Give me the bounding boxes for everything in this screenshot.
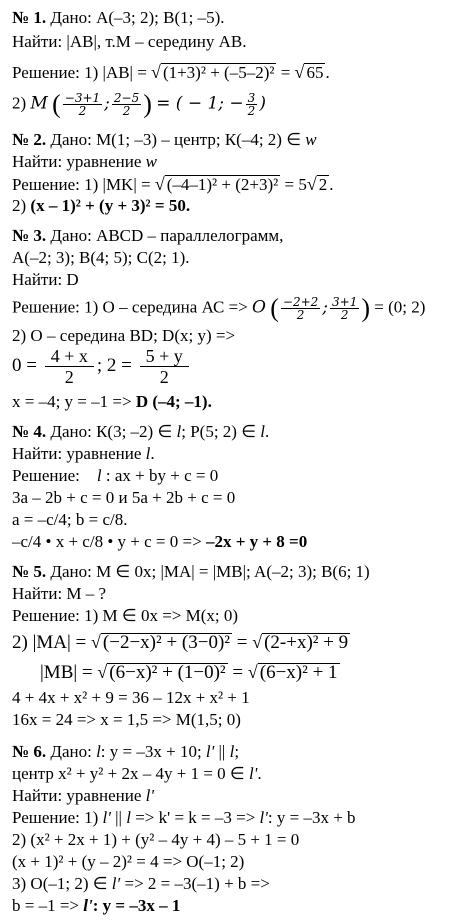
line-l-prime: l' [102, 808, 111, 827]
sqrt-sign: √ [247, 662, 258, 682]
problem-2-given: М(1; –3) – центр; К(–4; 2) ∈ [96, 130, 306, 149]
problem-3-equations [12, 346, 192, 387]
paren-open: ( [270, 293, 279, 323]
problem-2-header [12, 130, 317, 150]
line-l: l [96, 742, 101, 761]
given-label: Дано: [50, 226, 92, 245]
result-text: x = –4; y = –1 => [12, 392, 136, 411]
radicand-result: (2-+x)² + 9 [264, 632, 349, 653]
solution-text: Решение: 1) [12, 808, 103, 827]
problem-5-solution-3 [40, 662, 340, 683]
line-l-prime: l' [248, 764, 258, 783]
problem-3-given: ABCD – параллелограмм, [96, 226, 284, 245]
equation-lhs: 0 = [12, 354, 42, 376]
line-l: l [145, 444, 151, 463]
fraction: $\frac{4 + x}{2}$ [45, 346, 94, 387]
problem-6-header [12, 742, 239, 762]
fraction: $\frac{2-5}{2}$ [113, 91, 140, 118]
fraction: $\frac{-2+2}{2}$ [282, 295, 319, 322]
solution-label: Решение: [12, 466, 80, 485]
line-l: l [229, 742, 235, 761]
problem-5-find: Найти: М – ? [12, 584, 107, 603]
line-l-prime: l' [205, 742, 215, 761]
equals: = 5 [280, 175, 307, 194]
equals: = [231, 632, 253, 653]
answer: : y = –3x – 1 [92, 896, 181, 915]
point-m: M [30, 93, 48, 114]
problem-5-number: № 5. [12, 562, 47, 581]
solution-text: 2) [12, 93, 31, 113]
problem-6-number: № 6. [12, 742, 47, 761]
result-text: = (0; 2) [370, 297, 426, 317]
equation-mid: ; 2 = [96, 354, 137, 376]
radicand-result: 2 [318, 175, 328, 194]
solution-text: b = –1 => [12, 896, 84, 915]
paren-open: ( [52, 89, 61, 119]
problem-6-solution-5 [12, 896, 180, 916]
fraction: $\frac{-3+1}{2}$ [64, 91, 101, 118]
parallel-sign: || [214, 742, 230, 761]
problem-6-solution-2: 2) (x² + 2x + 1) + (y² – 4y + 4) – 5 + 1 = 0 [12, 830, 300, 849]
sqrt-sign: √ [294, 62, 305, 82]
fraction: $\frac{3+1}{2}$ [332, 295, 358, 322]
given-label: Дано: [50, 130, 92, 149]
find-text: Найти: уравнение [12, 786, 146, 805]
problem-5-solution-1: Решение: 1) M ∈ 0x => M(x; 0) [12, 606, 239, 625]
paren-close: ) [259, 93, 266, 114]
answer: D (–4; –1). [135, 392, 212, 411]
problem-5-eq-1: 4 + 4x + x² + 9 = 36 – 12x + x² + 1 [12, 688, 250, 707]
problem-2-find [12, 152, 157, 172]
sqrt-sign: √ [306, 174, 317, 194]
radicand: (1+3)² + (–5–2)² [162, 63, 275, 82]
center-text: центр x² + y² + 2x – 4y + 1 = 0 ∈ [12, 764, 249, 783]
problem-3-solution-2: 2) О – середина BD; D(x; y) => [12, 326, 236, 345]
problem-4-header [12, 422, 269, 442]
problem-1-number: № 1. [12, 8, 47, 27]
problem-3-number: № 3. [12, 226, 47, 245]
solution-text: => k' = k = –3 => [130, 808, 260, 827]
problem-6-center [12, 764, 262, 784]
fraction: $\frac{5 + y}{2}$ [140, 346, 189, 387]
problem-3-header [12, 226, 283, 246]
dot: ; [234, 742, 240, 761]
problem-1-given: А(–3; 2); В(1; –5). [96, 8, 225, 27]
given-text: К(3; –2) ∈ [96, 422, 177, 441]
problem-4-find [12, 444, 155, 464]
sqrt-sign: √ [91, 632, 101, 652]
problem-2-solution-2 [12, 196, 190, 216]
problem-5-eq-2: 16x = 24 => x = 1,5 => M(1,5; 0) [12, 710, 241, 729]
dot: . [150, 444, 155, 463]
problem-3-solution-1 [12, 293, 426, 323]
problem-2-solution-1 [12, 174, 333, 195]
problem-1-solution-1 [12, 62, 330, 83]
line-l-prime: l' [145, 786, 154, 805]
dot: . [257, 764, 262, 783]
sqrt-sign: √ [154, 174, 165, 194]
problem-3-find: Найти: D [12, 270, 79, 289]
problem-6-find [12, 786, 154, 806]
find-text: Найти: уравнение [12, 444, 146, 463]
radicand: (−2−x)² + (3−0)² [102, 632, 230, 653]
given-text: : y = –3x + 10; [100, 742, 206, 761]
solution-text: 2) |MA| = [12, 632, 92, 653]
line-l-prime: l' [83, 896, 93, 915]
line-l: l [176, 422, 182, 441]
line-l: l [96, 466, 102, 485]
problem-1-solution-2 [12, 89, 266, 119]
equation-text: –c/4 • x + c/8 • y + c = 0 => [12, 532, 206, 551]
radicand-result: 65 [306, 63, 324, 82]
given-label: Дано: [50, 422, 92, 441]
problem-4-solution [12, 466, 218, 486]
solution-text: |MB| = [40, 662, 98, 683]
find-text: Найти: уравнение [12, 152, 146, 171]
given-text: ; Р(5; 2) ∈ [181, 422, 261, 441]
result-text: = ( − 1; − [156, 93, 244, 114]
given-label: Дано: [50, 8, 92, 27]
problem-4-eq-3 [12, 532, 307, 552]
line-equation: : y = –3x + b [267, 808, 356, 827]
solution-text: Решение: 1) |AB| = [12, 63, 152, 82]
problem-6-solution-3: (x + 1)² + (y – 2)² = 4 => O(–1; 2) [12, 852, 245, 871]
dot: . [325, 63, 330, 82]
problem-6-solution-4 [12, 874, 270, 894]
dot: . [329, 175, 334, 194]
equals: = [227, 662, 248, 683]
line-l-prime: l' [259, 808, 268, 827]
answer: –2x + y + 8 =0 [205, 532, 308, 551]
fraction: $\frac{3}{2}$ [247, 91, 256, 118]
solution-text: Решение: 1) |MK| = [12, 175, 155, 194]
point-o: O [252, 297, 266, 318]
problem-4-number: № 4. [12, 422, 47, 441]
radicand: (6−x)² + (1−0)² [109, 662, 226, 683]
problem-1-header [12, 8, 225, 28]
solution-text: Решение: 1) О – середина АС => [12, 297, 253, 317]
equals: = [276, 63, 295, 82]
problem-2-number: № 2. [12, 130, 47, 149]
circle-w: w [145, 152, 157, 171]
problem-3-points: А(–2; 3); В(4; 5); С(2; 1). [12, 248, 190, 267]
paren-close: ) [361, 293, 371, 323]
line-l-prime: l′ [111, 874, 121, 893]
parallel-sign: || [110, 808, 127, 827]
line-equation: : ax + by + c = 0 [101, 466, 219, 485]
circle-w: w [305, 130, 317, 149]
solution-text: 2) [12, 196, 31, 215]
problem-4-eq-2: a = –c/4; b = c/8. [12, 510, 128, 529]
problem-1-find: Найти: |AB|, т.М – середину АВ. [12, 32, 247, 51]
given-label: Дано: [50, 742, 92, 761]
radicand: (–4–1)² + (2+3)² [166, 175, 279, 194]
solution-text: => 2 = –3(–1) + b => [120, 874, 270, 893]
separator: ; [104, 93, 110, 114]
problem-4-eq-1: 3a – 2b + c = 0 и 5a + 2b + c = 0 [12, 488, 236, 507]
solution-text: 3) O(–1; 2) ∈ [12, 874, 112, 893]
line-l: l [126, 808, 131, 827]
problem-5-given: M ∈ 0x; |MA| = |MB|; A(–2; 3); B(6; 1) [96, 562, 370, 581]
separator: ; [322, 297, 329, 318]
sqrt-sign: √ [151, 62, 161, 82]
sqrt-sign: √ [97, 662, 108, 682]
problem-3-result [12, 392, 212, 412]
problem-5-header [12, 562, 370, 582]
problem-6-solution-1 [12, 808, 356, 828]
circle-equation: (x – 1)² + (y + 3)² = 50. [30, 196, 191, 215]
line-l: l [260, 422, 266, 441]
radicand-result: (6−x)² + 1 [259, 662, 338, 683]
given-label: Дано: [50, 562, 92, 581]
paren-close: ) [143, 89, 152, 119]
dot: . [265, 422, 270, 441]
problem-5-solution-2 [12, 632, 350, 653]
sqrt-sign: √ [252, 632, 263, 652]
